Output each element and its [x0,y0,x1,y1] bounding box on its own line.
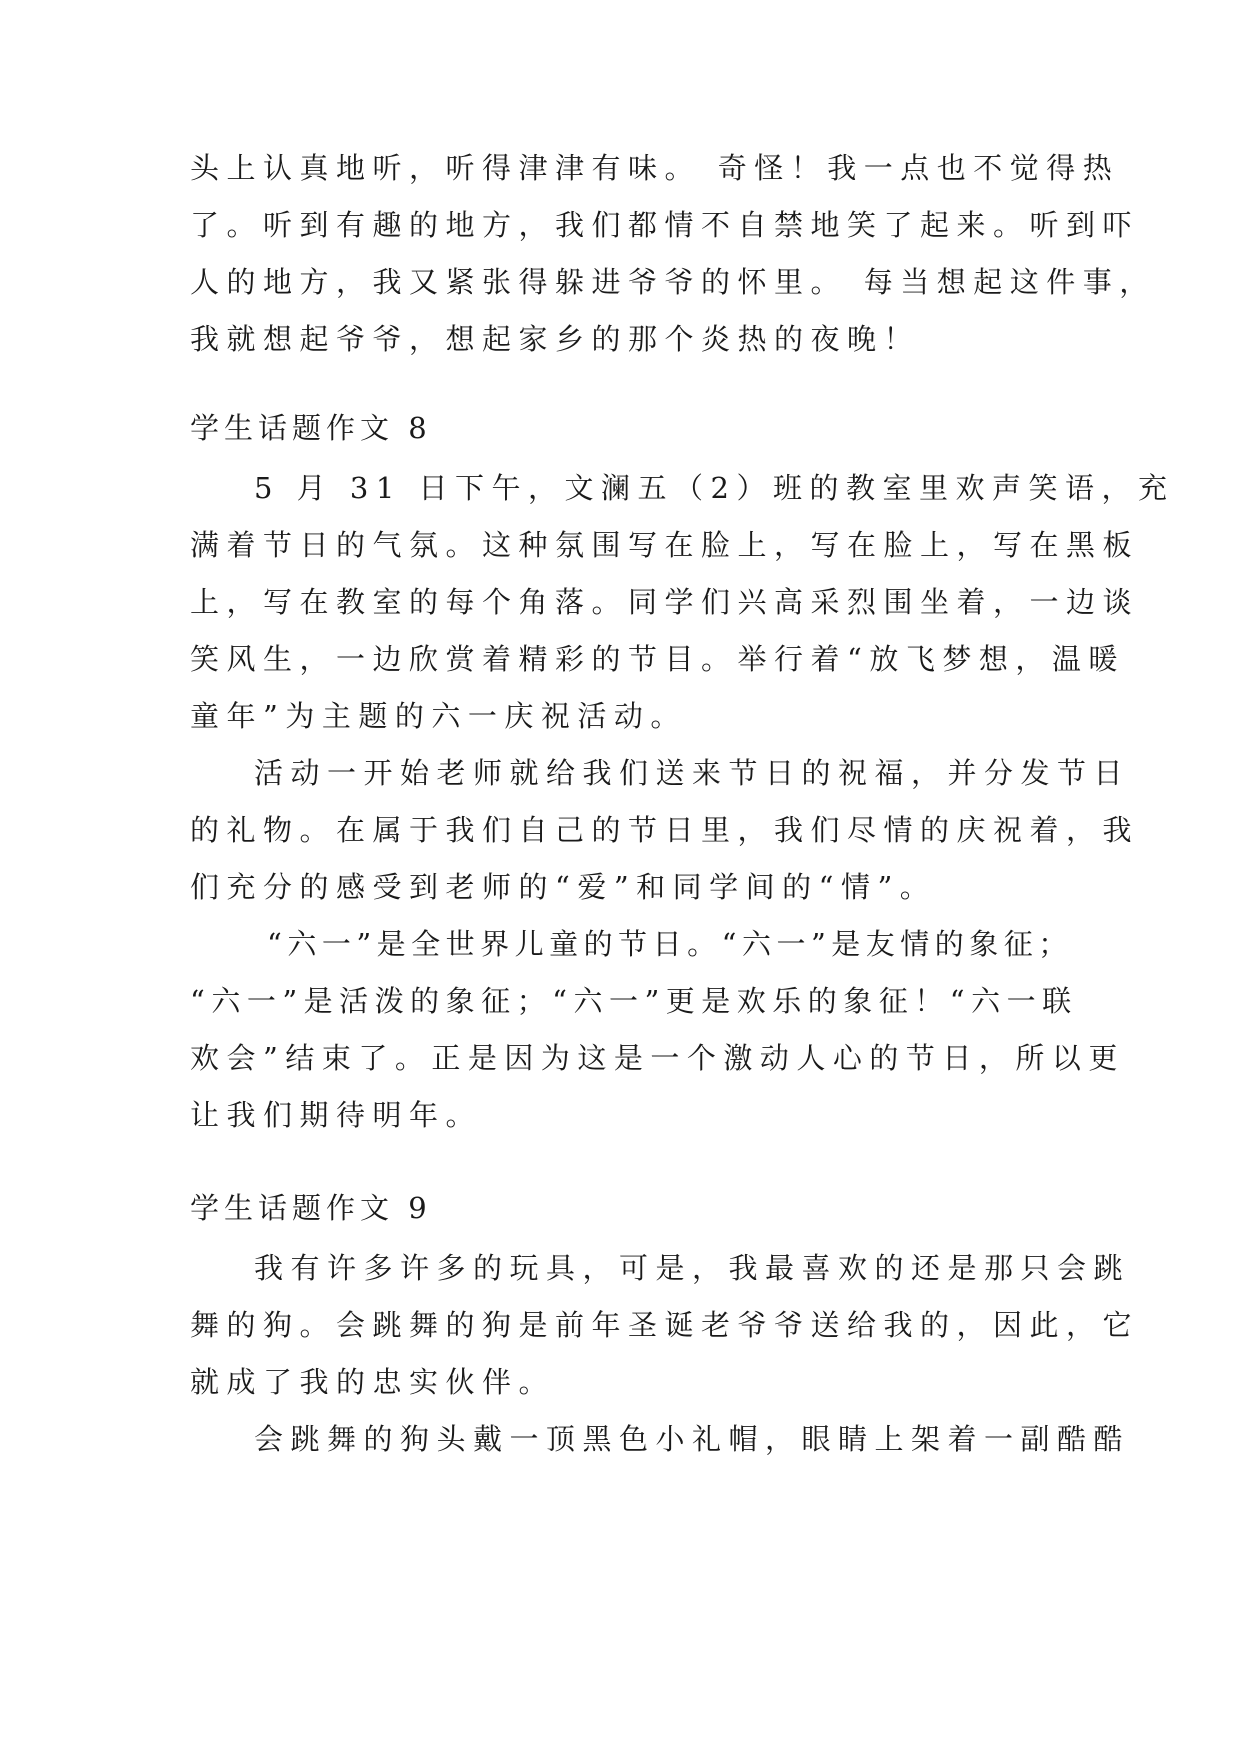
text-line: “六一”是活泼的象征；“六一”更是欢乐的象征！“六一联 [190,984,1078,1018]
text-line: 会跳舞的狗头戴一顶黑色小礼帽，眼睛上架着一副酷酷 [254,1422,1131,1456]
text-line: 人的地方，我又紧张得躲进爷爷的怀里。 每当想起这件事， [190,265,1156,299]
text-line: 上，写在教室的每个角落。同学们兴高采烈围坐着，一边谈 [190,585,1140,619]
text-line: 我有许多许多的玩具，可是，我最喜欢的还是那只会跳 [254,1251,1131,1285]
text-line: “六一”是全世界儿童的节日。“六一”是友情的象征； [267,927,1073,961]
text-line: 的礼物。在属于我们自己的节日里，我们尽情的庆祝着，我 [190,813,1140,847]
text-line: 头上认真地听，听得津津有味。 奇怪！我一点也不觉得热 [190,151,1120,185]
text-line: 就成了我的忠实伙伴。 [190,1365,556,1399]
section-heading: 学生话题作文 9 [190,1191,432,1225]
text-line: 活动一开始老师就给我们送来节日的祝福，并分发节日 [254,756,1131,790]
text-line: 让我们期待明年。 [190,1098,483,1132]
text-line: 童年”为主题的六一庆祝活动。 [190,699,687,733]
text-line: 我就想起爷爷，想起家乡的那个炎热的夜晚！ [190,322,921,356]
text-line: 5 月 31 日下午，文澜五（2）班的教室里欢声笑语，充 [254,471,1175,505]
text-line: 舞的狗。会跳舞的狗是前年圣诞老爷爷送给我的，因此，它 [190,1308,1140,1342]
text-line: 欢会”结束了。正是因为这是一个激动人心的节日，所以更 [190,1041,1125,1075]
text-line: 满着节日的气氛。这种氛围写在脸上，写在脸上，写在黑板 [190,528,1140,562]
text-line: 了。听到有趣的地方，我们都情不自禁地笑了起来。听到吓 [190,208,1140,242]
section-heading: 学生话题作文 8 [190,411,432,445]
text-line: 们充分的感受到老师的“爱”和同学间的“情”。 [190,870,937,904]
text-line: 笑风生，一边欣赏着精彩的节目。举行着“放飞梦想，温暖 [190,642,1125,676]
